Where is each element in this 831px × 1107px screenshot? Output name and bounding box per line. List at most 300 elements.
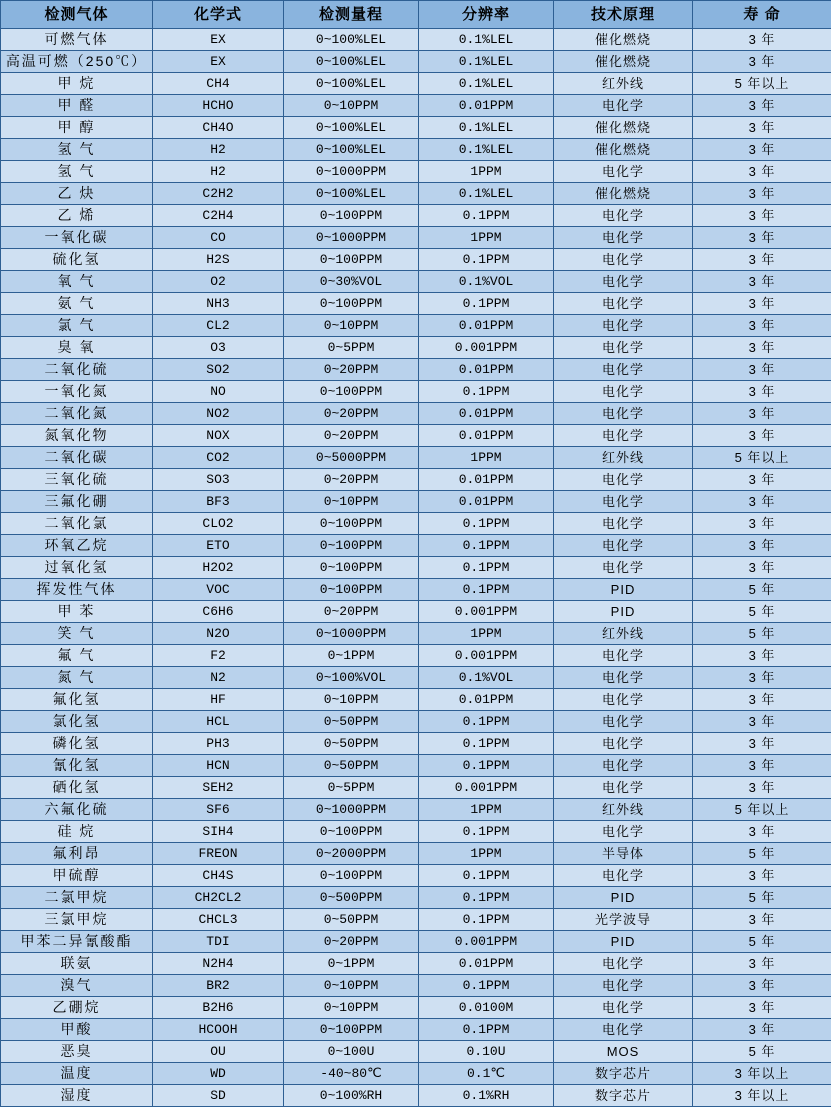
cell-lifespan: 3 年: [693, 535, 831, 557]
cell-chemical-formula: PH3: [153, 733, 284, 755]
cell-lifespan: 3 年: [693, 821, 831, 843]
cell-resolution: 0.01PPM: [419, 425, 554, 447]
table-row: [1, 821, 831, 843]
cell-gas-name: 氟 气: [1, 645, 153, 667]
cell-chemical-formula: B2H6: [153, 997, 284, 1019]
cell-lifespan: 5 年: [693, 579, 831, 601]
cell-detection-range: 0~100%LEL: [284, 183, 419, 205]
cell-chemical-formula: VOC: [153, 579, 284, 601]
table-row: [1, 117, 831, 139]
cell-chemical-formula: CH4S: [153, 865, 284, 887]
cell-resolution: 0.1%VOL: [419, 667, 554, 689]
cell-chemical-formula: N2H4: [153, 953, 284, 975]
cell-gas-name: 溴气: [1, 975, 153, 997]
table-row: [1, 557, 831, 579]
cell-technical-principle: 催化燃烧: [554, 183, 693, 205]
cell-technical-principle: 电化学: [554, 337, 693, 359]
table-row: [1, 227, 831, 249]
cell-resolution: 0.001PPM: [419, 645, 554, 667]
table-row: [1, 733, 831, 755]
cell-resolution: 0.01PPM: [419, 491, 554, 513]
cell-detection-range: 0~20PPM: [284, 403, 419, 425]
cell-resolution: 0.1%LEL: [419, 73, 554, 95]
cell-chemical-formula: CH4O: [153, 117, 284, 139]
cell-chemical-formula: SF6: [153, 799, 284, 821]
cell-resolution: 0.1PPM: [419, 381, 554, 403]
cell-detection-range: 0~1PPM: [284, 953, 419, 975]
cell-resolution: 1PPM: [419, 161, 554, 183]
cell-gas-name: 氨 气: [1, 293, 153, 315]
cell-lifespan: 3 年: [693, 337, 831, 359]
cell-detection-range: 0~100U: [284, 1041, 419, 1063]
table-row: [1, 711, 831, 733]
cell-technical-principle: 电化学: [554, 645, 693, 667]
cell-technical-principle: 催化燃烧: [554, 51, 693, 73]
table-row: [1, 689, 831, 711]
cell-technical-principle: 电化学: [554, 359, 693, 381]
cell-detection-range: 0~5PPM: [284, 777, 419, 799]
cell-gas-name: 恶臭: [1, 1041, 153, 1063]
table-row: [1, 271, 831, 293]
header-chemical-formula: 化学式: [153, 1, 284, 29]
cell-gas-name: 氮 气: [1, 667, 153, 689]
table-row: [1, 315, 831, 337]
cell-chemical-formula: SD: [153, 1085, 284, 1107]
cell-chemical-formula: ETO: [153, 535, 284, 557]
cell-resolution: 0.1%LEL: [419, 117, 554, 139]
cell-chemical-formula: HCN: [153, 755, 284, 777]
cell-gas-name: 硅 烷: [1, 821, 153, 843]
table-row: [1, 997, 831, 1019]
cell-chemical-formula: SO3: [153, 469, 284, 491]
cell-gas-name: 甲 醛: [1, 95, 153, 117]
cell-detection-range: 0~20PPM: [284, 425, 419, 447]
cell-lifespan: 5 年以上: [693, 447, 831, 469]
cell-chemical-formula: NH3: [153, 293, 284, 315]
cell-chemical-formula: BF3: [153, 491, 284, 513]
cell-lifespan: 3 年: [693, 953, 831, 975]
cell-technical-principle: 电化学: [554, 733, 693, 755]
cell-lifespan: 3 年: [693, 689, 831, 711]
cell-gas-name: 硫化氢: [1, 249, 153, 271]
cell-detection-range: 0~100PPM: [284, 249, 419, 271]
cell-resolution: 0.1PPM: [419, 1019, 554, 1041]
cell-resolution: 0.1PPM: [419, 711, 554, 733]
table-row: [1, 139, 831, 161]
cell-chemical-formula: EX: [153, 51, 284, 73]
cell-lifespan: 3 年: [693, 711, 831, 733]
cell-technical-principle: 电化学: [554, 227, 693, 249]
cell-technical-principle: 红外线: [554, 799, 693, 821]
cell-resolution: 0.01PPM: [419, 403, 554, 425]
cell-gas-name: 氮氧化物: [1, 425, 153, 447]
cell-chemical-formula: CL2: [153, 315, 284, 337]
cell-detection-range: 0~100PPM: [284, 205, 419, 227]
cell-gas-name: 甲硫醇: [1, 865, 153, 887]
cell-gas-name: 氟化氢: [1, 689, 153, 711]
cell-detection-range: 0~10PPM: [284, 689, 419, 711]
cell-technical-principle: 电化学: [554, 249, 693, 271]
cell-lifespan: 5 年: [693, 1041, 831, 1063]
header-gas-name: 检测气体: [1, 1, 153, 29]
cell-detection-range: 0~10PPM: [284, 997, 419, 1019]
cell-lifespan: 3 年: [693, 865, 831, 887]
table-row: [1, 337, 831, 359]
cell-detection-range: 0~100%VOL: [284, 667, 419, 689]
cell-technical-principle: 电化学: [554, 755, 693, 777]
cell-technical-principle: PID: [554, 601, 693, 623]
cell-chemical-formula: NO2: [153, 403, 284, 425]
table-row: [1, 579, 831, 601]
cell-gas-name: 臭 氧: [1, 337, 153, 359]
cell-gas-name: 甲 苯: [1, 601, 153, 623]
cell-lifespan: 3 年: [693, 909, 831, 931]
table-row: [1, 73, 831, 95]
cell-lifespan: 3 年: [693, 95, 831, 117]
cell-lifespan: 3 年: [693, 513, 831, 535]
cell-lifespan: 3 年: [693, 777, 831, 799]
cell-technical-principle: 电化学: [554, 535, 693, 557]
cell-gas-name: 笑 气: [1, 623, 153, 645]
cell-technical-principle: 电化学: [554, 711, 693, 733]
cell-chemical-formula: WD: [153, 1063, 284, 1085]
cell-gas-name: 三氟化硼: [1, 491, 153, 513]
table-row: [1, 513, 831, 535]
cell-chemical-formula: OU: [153, 1041, 284, 1063]
table-row: [1, 381, 831, 403]
cell-resolution: 0.1PPM: [419, 249, 554, 271]
cell-detection-range: 0~20PPM: [284, 601, 419, 623]
cell-chemical-formula: BR2: [153, 975, 284, 997]
cell-resolution: 0.01PPM: [419, 689, 554, 711]
cell-lifespan: 3 年: [693, 425, 831, 447]
cell-chemical-formula: EX: [153, 29, 284, 51]
table-row: [1, 601, 831, 623]
cell-gas-name: 磷化氢: [1, 733, 153, 755]
cell-technical-principle: 电化学: [554, 689, 693, 711]
cell-lifespan: 3 年: [693, 381, 831, 403]
cell-gas-name: 甲 烷: [1, 73, 153, 95]
cell-gas-name: 氟利昂: [1, 843, 153, 865]
cell-resolution: 0.1%VOL: [419, 271, 554, 293]
cell-resolution: 1PPM: [419, 623, 554, 645]
table-row: [1, 1063, 831, 1085]
cell-detection-range: 0~100PPM: [284, 381, 419, 403]
cell-gas-name: 一氧化氮: [1, 381, 153, 403]
cell-lifespan: 3 年: [693, 293, 831, 315]
cell-detection-range: 0~2000PPM: [284, 843, 419, 865]
cell-technical-principle: 催化燃烧: [554, 29, 693, 51]
cell-lifespan: 5 年: [693, 843, 831, 865]
table-row: [1, 909, 831, 931]
cell-resolution: 0.001PPM: [419, 931, 554, 953]
cell-chemical-formula: N2: [153, 667, 284, 689]
cell-chemical-formula: CHCL3: [153, 909, 284, 931]
table-row: [1, 161, 831, 183]
cell-gas-name: 二氧化硫: [1, 359, 153, 381]
table-row: [1, 403, 831, 425]
cell-technical-principle: 电化学: [554, 205, 693, 227]
cell-technical-principle: 电化学: [554, 95, 693, 117]
cell-lifespan: 3 年: [693, 733, 831, 755]
cell-lifespan: 3 年: [693, 117, 831, 139]
cell-resolution: 0.1PPM: [419, 909, 554, 931]
cell-detection-range: 0~1000PPM: [284, 623, 419, 645]
cell-technical-principle: 半导体: [554, 843, 693, 865]
cell-detection-range: 0~30%VOL: [284, 271, 419, 293]
cell-technical-principle: 电化学: [554, 491, 693, 513]
header-row: [1, 1, 831, 29]
cell-detection-range: 0~10PPM: [284, 975, 419, 997]
cell-gas-name: 湿度: [1, 1085, 153, 1107]
cell-detection-range: 0~1PPM: [284, 645, 419, 667]
cell-technical-principle: 电化学: [554, 513, 693, 535]
cell-chemical-formula: H2O2: [153, 557, 284, 579]
cell-chemical-formula: SO2: [153, 359, 284, 381]
cell-lifespan: 5 年: [693, 601, 831, 623]
cell-lifespan: 5 年: [693, 931, 831, 953]
cell-gas-name: 二氧化氯: [1, 513, 153, 535]
cell-detection-range: 0~100%LEL: [284, 139, 419, 161]
cell-lifespan: 3 年: [693, 557, 831, 579]
cell-gas-name: 氢 气: [1, 139, 153, 161]
cell-lifespan: 5 年: [693, 887, 831, 909]
cell-chemical-formula: C2H2: [153, 183, 284, 205]
cell-lifespan: 3 年: [693, 975, 831, 997]
header-lifespan: 寿 命: [693, 1, 831, 29]
cell-technical-principle: 电化学: [554, 1019, 693, 1041]
cell-detection-range: 0~100%LEL: [284, 117, 419, 139]
cell-technical-principle: 催化燃烧: [554, 117, 693, 139]
cell-technical-principle: PID: [554, 887, 693, 909]
cell-chemical-formula: O2: [153, 271, 284, 293]
cell-detection-range: 0~100PPM: [284, 1019, 419, 1041]
cell-technical-principle: 数字芯片: [554, 1085, 693, 1107]
table-row: [1, 865, 831, 887]
cell-resolution: 0.01PPM: [419, 95, 554, 117]
cell-chemical-formula: H2: [153, 139, 284, 161]
cell-technical-principle: 电化学: [554, 161, 693, 183]
cell-resolution: 0.0100M: [419, 997, 554, 1019]
header-detection-range: 检测量程: [284, 1, 419, 29]
table-row: [1, 755, 831, 777]
cell-technical-principle: 红外线: [554, 623, 693, 645]
cell-gas-name: 温度: [1, 1063, 153, 1085]
cell-gas-name: 氧 气: [1, 271, 153, 293]
table-row: [1, 425, 831, 447]
cell-gas-name: 高温可燃（250℃）: [1, 51, 153, 73]
cell-resolution: 0.001PPM: [419, 777, 554, 799]
table-body: [1, 29, 831, 1107]
cell-gas-name: 二氧化碳: [1, 447, 153, 469]
cell-gas-name: 乙 烯: [1, 205, 153, 227]
table-row: [1, 953, 831, 975]
cell-resolution: 0.1%LEL: [419, 29, 554, 51]
cell-detection-range: 0~20PPM: [284, 469, 419, 491]
cell-technical-principle: PID: [554, 579, 693, 601]
cell-resolution: 0.1%LEL: [419, 183, 554, 205]
cell-detection-range: 0~100PPM: [284, 557, 419, 579]
table-row: [1, 447, 831, 469]
cell-technical-principle: 电化学: [554, 975, 693, 997]
cell-resolution: 0.01PPM: [419, 469, 554, 491]
cell-detection-range: 0~100PPM: [284, 293, 419, 315]
cell-detection-range: 0~100%LEL: [284, 73, 419, 95]
cell-gas-name: 过氧化氢: [1, 557, 153, 579]
cell-gas-name: 二氯甲烷: [1, 887, 153, 909]
cell-detection-range: 0~50PPM: [284, 733, 419, 755]
cell-detection-range: 0~10PPM: [284, 95, 419, 117]
cell-technical-principle: 电化学: [554, 381, 693, 403]
cell-lifespan: 5 年以上: [693, 799, 831, 821]
cell-lifespan: 3 年: [693, 249, 831, 271]
cell-gas-name: 三氯甲烷: [1, 909, 153, 931]
cell-lifespan: 3 年: [693, 667, 831, 689]
cell-gas-name: 乙 炔: [1, 183, 153, 205]
cell-technical-principle: 电化学: [554, 271, 693, 293]
cell-resolution: 0.1℃: [419, 1063, 554, 1085]
cell-detection-range: 0~5000PPM: [284, 447, 419, 469]
cell-chemical-formula: CH4: [153, 73, 284, 95]
cell-detection-range: 0~1000PPM: [284, 227, 419, 249]
cell-detection-range: 0~50PPM: [284, 711, 419, 733]
cell-chemical-formula: CO: [153, 227, 284, 249]
cell-chemical-formula: F2: [153, 645, 284, 667]
table-header: [1, 1, 831, 29]
table-row: [1, 95, 831, 117]
table-row: [1, 359, 831, 381]
cell-detection-range: 0~100PPM: [284, 821, 419, 843]
cell-resolution: 0.1PPM: [419, 975, 554, 997]
cell-detection-range: 0~10PPM: [284, 491, 419, 513]
cell-detection-range: 0~100%LEL: [284, 51, 419, 73]
cell-gas-name: 三氧化硫: [1, 469, 153, 491]
cell-technical-principle: 催化燃烧: [554, 139, 693, 161]
cell-chemical-formula: FREON: [153, 843, 284, 865]
cell-detection-range: 0~50PPM: [284, 909, 419, 931]
cell-detection-range: 0~100PPM: [284, 513, 419, 535]
cell-chemical-formula: SEH2: [153, 777, 284, 799]
cell-gas-name: 二氧化氮: [1, 403, 153, 425]
table-row: [1, 51, 831, 73]
cell-chemical-formula: HCL: [153, 711, 284, 733]
cell-detection-range: 0~1000PPM: [284, 161, 419, 183]
cell-chemical-formula: CO2: [153, 447, 284, 469]
cell-detection-range: 0~5PPM: [284, 337, 419, 359]
cell-gas-name: 氢 气: [1, 161, 153, 183]
cell-lifespan: 3 年: [693, 139, 831, 161]
cell-technical-principle: 电化学: [554, 403, 693, 425]
cell-chemical-formula: CLO2: [153, 513, 284, 535]
cell-chemical-formula: H2: [153, 161, 284, 183]
cell-lifespan: 3 年: [693, 315, 831, 337]
cell-technical-principle: 电化学: [554, 777, 693, 799]
cell-lifespan: 3 年以上: [693, 1085, 831, 1107]
header-technical-principle: 技术原理: [554, 1, 693, 29]
cell-gas-name: 六氟化硫: [1, 799, 153, 821]
cell-lifespan: 5 年以上: [693, 73, 831, 95]
table-row: [1, 183, 831, 205]
cell-lifespan: 3 年: [693, 51, 831, 73]
cell-detection-range: 0~100%LEL: [284, 29, 419, 51]
cell-lifespan: 3 年: [693, 997, 831, 1019]
cell-chemical-formula: CH2CL2: [153, 887, 284, 909]
cell-chemical-formula: NO: [153, 381, 284, 403]
cell-resolution: 0.01PPM: [419, 953, 554, 975]
cell-lifespan: 3 年: [693, 227, 831, 249]
cell-chemical-formula: C2H4: [153, 205, 284, 227]
cell-gas-name: 环氧乙烷: [1, 535, 153, 557]
cell-technical-principle: MOS: [554, 1041, 693, 1063]
table-row: [1, 469, 831, 491]
cell-technical-principle: 电化学: [554, 293, 693, 315]
cell-resolution: 1PPM: [419, 447, 554, 469]
header-resolution: 分辨率: [419, 1, 554, 29]
cell-resolution: 0.1PPM: [419, 535, 554, 557]
cell-technical-principle: 电化学: [554, 315, 693, 337]
cell-resolution: 1PPM: [419, 799, 554, 821]
table-row: [1, 1041, 831, 1063]
cell-lifespan: 3 年: [693, 359, 831, 381]
cell-technical-principle: 电化学: [554, 997, 693, 1019]
cell-technical-principle: 红外线: [554, 447, 693, 469]
cell-resolution: 0.1PPM: [419, 513, 554, 535]
cell-resolution: 0.01PPM: [419, 315, 554, 337]
cell-technical-principle: 电化学: [554, 667, 693, 689]
cell-resolution: 0.1PPM: [419, 293, 554, 315]
cell-lifespan: 3 年以上: [693, 1063, 831, 1085]
table-row: [1, 535, 831, 557]
cell-technical-principle: 电化学: [554, 557, 693, 579]
cell-chemical-formula: TDI: [153, 931, 284, 953]
table-row: [1, 667, 831, 689]
cell-detection-range: 0~500PPM: [284, 887, 419, 909]
cell-lifespan: 3 年: [693, 755, 831, 777]
cell-lifespan: 3 年: [693, 271, 831, 293]
cell-resolution: 0.1PPM: [419, 887, 554, 909]
table-row: [1, 1019, 831, 1041]
table-row: [1, 1085, 831, 1107]
cell-chemical-formula: HCHO: [153, 95, 284, 117]
cell-chemical-formula: H2S: [153, 249, 284, 271]
cell-lifespan: 3 年: [693, 183, 831, 205]
table-row: [1, 975, 831, 997]
cell-chemical-formula: NOX: [153, 425, 284, 447]
cell-detection-range: 0~50PPM: [284, 755, 419, 777]
cell-chemical-formula: O3: [153, 337, 284, 359]
cell-resolution: 0.1%LEL: [419, 51, 554, 73]
cell-resolution: 0.10U: [419, 1041, 554, 1063]
cell-gas-name: 一氧化碳: [1, 227, 153, 249]
table-row: [1, 843, 831, 865]
cell-technical-principle: 电化学: [554, 953, 693, 975]
cell-gas-name: 乙硼烷: [1, 997, 153, 1019]
cell-technical-principle: 光学波导: [554, 909, 693, 931]
cell-resolution: 0.01PPM: [419, 359, 554, 381]
cell-resolution: 0.1PPM: [419, 821, 554, 843]
cell-lifespan: 3 年: [693, 161, 831, 183]
cell-resolution: 1PPM: [419, 227, 554, 249]
cell-detection-range: 0~100PPM: [284, 865, 419, 887]
cell-gas-name: 挥发性气体: [1, 579, 153, 601]
cell-lifespan: 3 年: [693, 29, 831, 51]
cell-resolution: 0.1%RH: [419, 1085, 554, 1107]
cell-chemical-formula: C6H6: [153, 601, 284, 623]
cell-resolution: 0.1PPM: [419, 579, 554, 601]
cell-chemical-formula: SIH4: [153, 821, 284, 843]
cell-lifespan: 3 年: [693, 403, 831, 425]
cell-resolution: 1PPM: [419, 843, 554, 865]
